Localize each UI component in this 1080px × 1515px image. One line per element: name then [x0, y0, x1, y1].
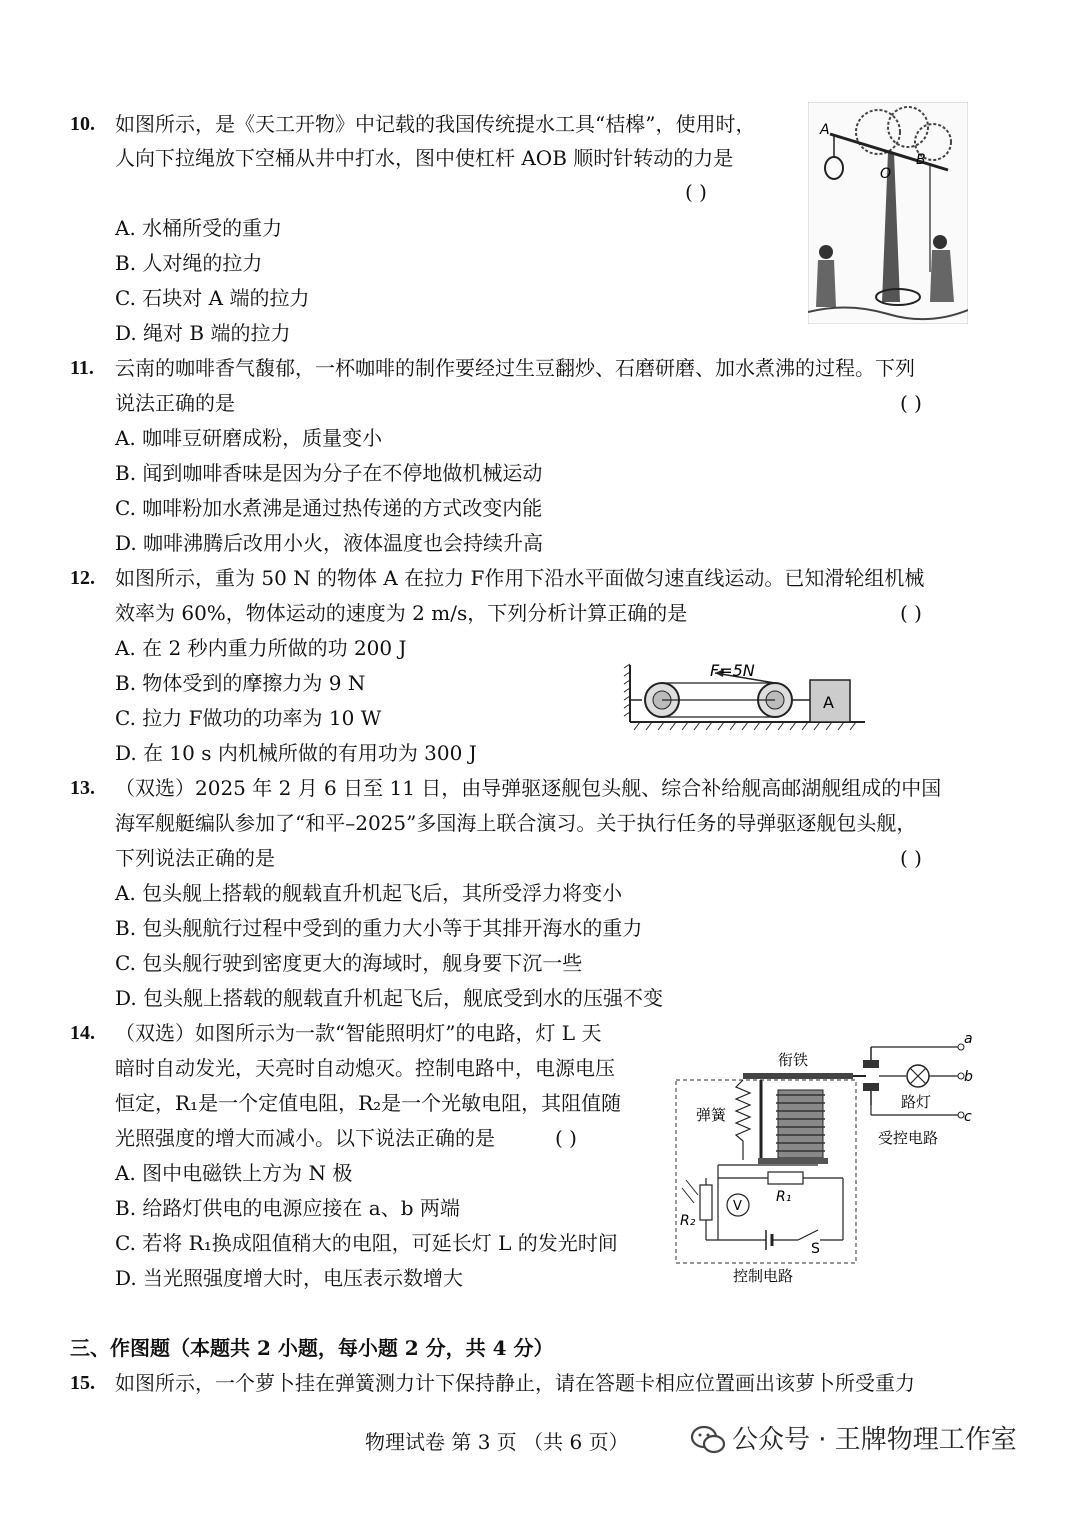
- q13-answer-paren: ( ): [900, 846, 922, 870]
- q10-option-c: C. 石块对 A 端的拉力: [115, 286, 310, 310]
- q14-option-b: B. 给路灯供电的电源应接在 a、b 两端: [115, 1196, 460, 1220]
- wechat-icon: [690, 1424, 726, 1456]
- q14-fig-label-spring: 弹簧: [696, 1106, 727, 1124]
- q11-number: 11.: [70, 357, 94, 379]
- q14-fig-label-switch: S: [811, 1241, 820, 1257]
- q14-option-c: C. 若将 R₁换成阻值稍大的电阻，可延长灯 L 的发光时间: [115, 1231, 618, 1255]
- q14-fig-label-a: a: [964, 1031, 973, 1047]
- q13-stem-line2: 海军舰艇编队参加了“和平–2025”多国海上联合演习。关于执行任务的导弹驱逐舰包头舰，: [115, 811, 917, 835]
- q14-option-d: D. 当光照强度增大时，电压表示数增大: [115, 1266, 464, 1290]
- q14-fig-label-armature: 衔铁: [778, 1051, 809, 1069]
- q10-fig-label-o: O: [880, 166, 892, 182]
- q10-option-b: B. 人对绳的拉力: [115, 251, 263, 275]
- q12-answer-paren: ( ): [900, 601, 922, 625]
- q14-fig-label-voltmeter: V: [733, 1199, 742, 1214]
- q13-stem-line1: （双选）2025 年 2 月 6 日至 11 日，由导弹驱逐舰包头舰、综合补给舰高邮湖舰组成的中国: [115, 776, 942, 800]
- q14-option-a: A. 图中电磁铁上方为 N 极: [115, 1161, 353, 1185]
- q15-stem-line1: 如图所示，一个萝卜挂在弹簧测力计下保持静止，请在答题卡相应位置画出该萝卜所受重力: [115, 1371, 915, 1395]
- q14-stem-line2: 暗时自动发光，天亮时自动熄灭。控制电路中，电源电压: [115, 1056, 615, 1080]
- q10-option-d: D. 绳对 B 端的拉力: [115, 321, 291, 345]
- q15-number: 15.: [70, 1372, 95, 1394]
- q14-fig-label-control: 控制电路: [733, 1267, 794, 1285]
- q10-stem-line2: 人向下拉绳放下空桶从井中打水，图中使杠杆 AOB 顺时针转动的力是: [115, 146, 734, 170]
- q11-option-d: D. 咖啡沸腾后改用小火，液体温度也会持续升高: [115, 531, 544, 555]
- q14-stem-line3: 恒定，R₁是一个定值电阻，R₂是一个光敏电阻，其阻值随: [115, 1091, 622, 1115]
- q13-option-b: B. 包头舰航行过程中受到的重力大小等于其排开海水的重力: [115, 916, 643, 940]
- q12-fig-label-force: F=5N: [710, 661, 755, 680]
- q14-answer-paren: ( ): [555, 1126, 577, 1150]
- q12-stem-line2: 效率为 60%，物体运动的速度为 2 m/s，下列分析计算正确的是: [115, 601, 688, 625]
- q12-number: 12.: [70, 567, 95, 589]
- q14-fig-label-r2: R₂: [680, 1213, 696, 1229]
- q11-stem-line1: 云南的咖啡香气馥郁，一杯咖啡的制作要经过生豆翻炒、石磨研磨、加水煮沸的过程。下列: [115, 356, 915, 380]
- q14-number: 14.: [70, 1022, 95, 1044]
- q10-answer-paren: ( ): [685, 180, 707, 204]
- q12-option-a: A. 在 2 秒内重力所做的功 200 J: [115, 636, 407, 660]
- q12-option-d: D. 在 10 s 内机械所做的有用功为 300 J: [115, 741, 477, 765]
- q12-figure-pulley: [620, 660, 870, 735]
- q12-option-c: C. 拉力 F做功的功率为 10 W: [115, 706, 382, 730]
- q13-option-d: D. 包头舰上搭载的舰载直升机起飞后，舰底受到水的压强不变: [115, 986, 664, 1010]
- q14-fig-label-controlled: 受控电路: [878, 1129, 939, 1147]
- q13-option-a: A. 包头舰上搭载的舰载直升机起飞后，其所受浮力将变小: [115, 881, 623, 905]
- q11-option-b: B. 闻到咖啡香味是因为分子在不停地做机械运动: [115, 461, 543, 485]
- q11-stem-line2: 说法正确的是: [115, 391, 235, 415]
- q14-fig-label-c: c: [964, 1109, 972, 1125]
- q14-fig-label-lamp: 路灯: [901, 1093, 932, 1111]
- q10-stem-line1: 如图所示，是《天工开物》中记载的我国传统提水工具“桔槔”，使用时，: [115, 112, 756, 136]
- q14-stem-line1: （双选）如图所示为一款“智能照明灯”的电路，灯 L 天: [115, 1021, 602, 1045]
- q14-fig-label-r1: R₁: [776, 1189, 792, 1205]
- q11-option-c: C. 咖啡粉加水煮沸是通过热传递的方式改变内能: [115, 496, 543, 520]
- q12-fig-label-block: A: [823, 693, 834, 712]
- q10-fig-label-a: A: [820, 122, 830, 138]
- q11-option-a: A. 咖啡豆研磨成粉，质量变小: [115, 426, 383, 450]
- q14-figure-circuit: [668, 1025, 978, 1295]
- page-footer: 物理试卷 第 3 页 （共 6 页）: [365, 1430, 629, 1454]
- section3-title: 三、作图题（本题共 2 小题，每小题 2 分，共 4 分）: [70, 1336, 554, 1360]
- q10-option-a: A. 水桶所受的重力: [115, 216, 283, 240]
- q11-answer-paren: ( ): [900, 391, 922, 415]
- q12-stem-line1: 如图所示，重为 50 N 的物体 A 在拉力 F作用下沿水平面做匀速直线运动。已知滑轮组机械: [115, 566, 925, 590]
- q13-number: 13.: [70, 777, 95, 799]
- q10-fig-label-b: B: [916, 152, 926, 168]
- q12-option-b: B. 物体受到的摩擦力为 9 N: [115, 671, 366, 695]
- q13-option-c: C. 包头舰行驶到密度更大的海域时，舰身要下沉一些: [115, 951, 583, 975]
- q14-stem-line4: 光照强度的增大而减小。以下说法正确的是: [115, 1126, 495, 1150]
- q10-figure-well-sweep: [808, 102, 968, 324]
- q10-number: 10.: [70, 113, 95, 135]
- watermark-text: 公众号 · 王牌物理工作室: [732, 1425, 1017, 1455]
- q14-fig-label-b: b: [964, 1069, 973, 1085]
- q13-stem-line3: 下列说法正确的是: [115, 846, 275, 870]
